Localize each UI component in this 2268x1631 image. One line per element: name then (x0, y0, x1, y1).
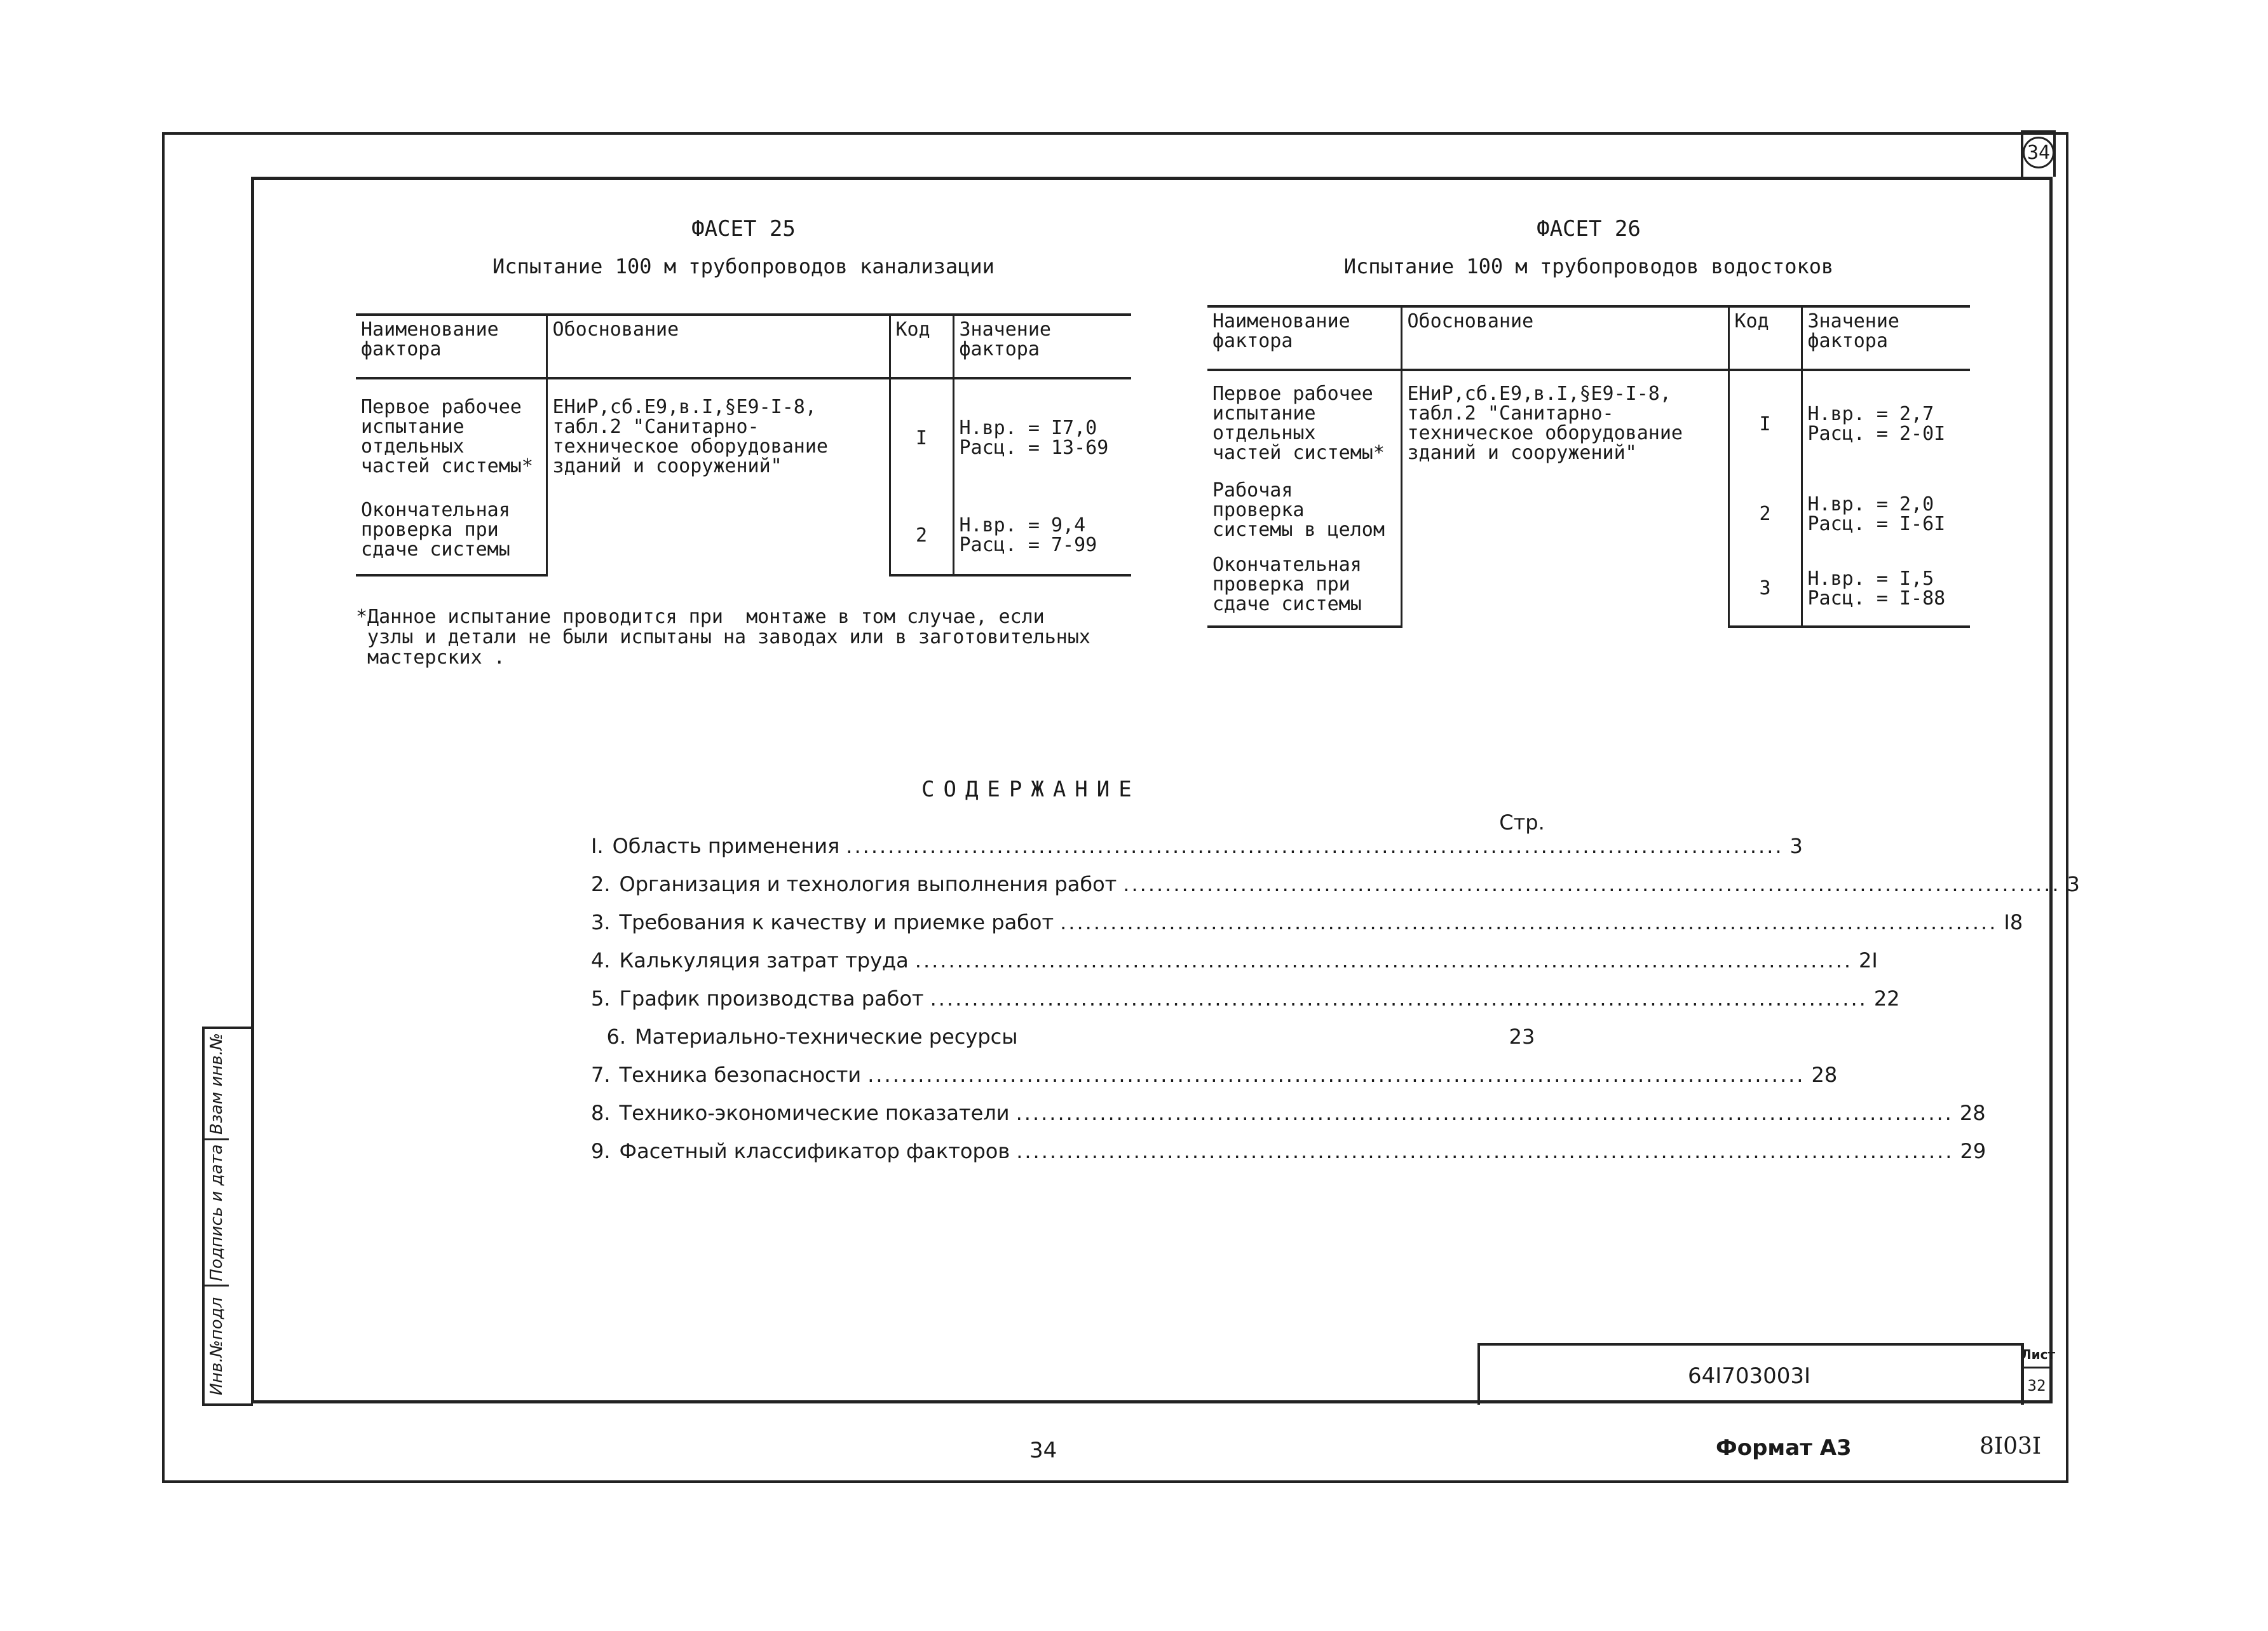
facet26-row-3-value: Н.вр. = I,5 Расц. = I-88 (1802, 551, 1970, 627)
facet25-header-justification: Обоснование (547, 315, 890, 378)
facet25-row-2-name: Окончательная проверка при сдаче системы (356, 496, 547, 575)
toc-leader-dots: ................................................................................................................ (1123, 872, 2061, 896)
toc-item-number: 7. (591, 1063, 611, 1087)
toc-item-title: График производства работ (619, 986, 924, 1011)
side-stamp-strip (202, 1027, 253, 1406)
side-cell-vzam-inv (205, 1029, 229, 1140)
facet26-header-row (1207, 306, 1970, 370)
toc-item-6 (591, 1025, 1563, 1063)
facet26-header-value: Значение фактора (1802, 306, 1970, 370)
toc-item-page: 3 (1789, 834, 1803, 858)
toc-item-number: 4. (591, 948, 611, 972)
facet26-row-1 (1207, 370, 1970, 477)
facet25-footnote: *Данное испытание проводится при монтаже в том случае, если узлы и детали не были испытаны на заводах или в заготовительных мастерских . (356, 606, 1090, 669)
toc-item-number: 8. (591, 1101, 611, 1125)
sheet-label: Лист (2021, 1343, 2053, 1368)
toc-leader-dots: ................................................................................................................ (914, 948, 1853, 972)
side-cell-inv-podl (205, 1286, 229, 1406)
facet26-title: ФАСЕТ 26 (1537, 216, 1641, 242)
toc-item-2 (591, 872, 2080, 910)
toc-leader-dots: ................................................................................................................ (867, 1063, 1805, 1087)
toc-item-number: 2. (591, 872, 611, 896)
side-label-inv-podl: Инв.№подл (207, 1297, 226, 1396)
facet25-header-value: Значение фактора (953, 315, 1131, 378)
toc-item-9 (591, 1139, 1986, 1177)
format-label: Формат А3 (1716, 1435, 1852, 1461)
toc-page-column-label: Стр. (1499, 810, 1545, 835)
facet25-header-name: Наименование фактора (356, 315, 547, 378)
toc-item-number: I. (591, 834, 604, 858)
toc-item-7 (591, 1063, 1838, 1101)
toc-item-3 (591, 910, 2023, 948)
facet25-subtitle: Испытание 100 м трубопроводов канализации (492, 254, 995, 278)
toc-item-page: 3 (2067, 872, 2080, 896)
document-code: 64I703003I (1687, 1363, 1811, 1389)
side-cell-podpis-data (205, 1140, 229, 1286)
toc-item-5 (591, 986, 1900, 1025)
toc-item-title: Фасетный классификатор факторов (619, 1139, 1010, 1163)
toc-leader-dots: ................................................................................................................ (1060, 910, 1998, 934)
facet25-row-2-value: Н.вр. = 9,4 Расц. = 7-99 (953, 496, 1131, 575)
toc-item-title: Организация и технология выполнения работ (619, 872, 1117, 896)
facet26-row-3-code: 3 (1728, 551, 1802, 627)
sheet-box (2021, 1343, 2053, 1405)
toc-item-page: 28 (1811, 1063, 1838, 1087)
footer-code: 8I03I (1979, 1433, 2042, 1459)
facet25-row-1-code: I (890, 378, 953, 496)
toc-item-4 (591, 948, 1878, 986)
toc-item-title: Техника безопасности (619, 1063, 862, 1087)
toc-item-number: 9. (591, 1139, 611, 1163)
facet25-table (356, 313, 1131, 577)
toc-item-page: 23 (1509, 1025, 1535, 1049)
facet26-row-1-name: Первое рабочее испытание отдельных частей системы* (1207, 370, 1401, 477)
side-label-podpis-data: Подпись и дата (207, 1143, 226, 1281)
side-label-vzam-inv: Взам инв.№ (207, 1033, 226, 1135)
toc-item-title: Требования к качеству и приемке работ (619, 910, 1054, 934)
facet26-row-1-value: Н.вр. = 2,7 Расц. = 2-0I (1807, 403, 1946, 445)
toc-item-page: I8 (2004, 910, 2023, 934)
facet26-justification: ЕНиР,сб.Е9,в.I,§Е9-I-8, табл.2 "Санитарно-техническое оборудование зданий и сооружений" (1401, 370, 1728, 627)
toc-leader-dots: ................................................................................................................ (1015, 1101, 1953, 1125)
facet26-row-2-name: Рабочая проверка системы в целом (1207, 477, 1401, 551)
facet25-row-1-name: Первое рабочее испытание отдельных частей системы* (356, 378, 547, 496)
toc-item-number: 5. (591, 986, 611, 1011)
toc-heading: СОДЕРЖАНИЕ (921, 777, 1141, 802)
facet25-header-code: Код (890, 315, 953, 378)
toc-item-page: 22 (1873, 986, 1900, 1011)
facet26-row-3-name: Окончательная проверка при сдаче системы (1207, 551, 1401, 627)
facet25-row-2-code: 2 (890, 496, 953, 575)
toc-leader-dots: ................................................................................................................ (846, 834, 1784, 858)
toc-item-1 (591, 834, 1803, 872)
facet26-header-code: Код (1728, 306, 1802, 370)
toc-item-title: Технико-экономические показатели (619, 1101, 1010, 1125)
facet26-header-name: Наименование фактора (1207, 306, 1401, 370)
toc-leader-dots: ................................................................................................................ (930, 986, 1868, 1011)
toc-item-title: Область применения (612, 834, 840, 858)
facet26-header-justification: Обоснование (1401, 306, 1728, 370)
toc-item-page: 2I (1859, 948, 1878, 972)
facet26-row-2-value: Н.вр. = 2,0 Расц. = I-6I (1807, 493, 1946, 535)
toc-item-number: 6. (606, 1025, 626, 1049)
toc-item-8 (591, 1101, 1986, 1139)
toc-item-title: Калькуляция затрат труда (619, 948, 909, 972)
facet25-row-1-value: Н.вр. = I7,0 Расц. = 13-69 (959, 417, 1109, 459)
corner-page-number: 34 (2023, 137, 2054, 168)
toc-item-page: 29 (1960, 1139, 1986, 1163)
toc-leader-dots: ................................................................................................................ (1016, 1139, 1954, 1163)
facet25-header-row (356, 315, 1131, 378)
toc-item-title: Материально-технические ресурсы (635, 1025, 1018, 1049)
facet26-subtitle: Испытание 100 м трубопроводов водостоков (1343, 254, 1834, 278)
toc-item-number: 3. (591, 910, 611, 934)
facet25-row-1 (356, 378, 1131, 496)
sheet-number: 32 (2027, 1377, 2046, 1395)
toc-item-page: 28 (1959, 1101, 1986, 1125)
facet26-table (1207, 305, 1970, 628)
page-number: 34 (1029, 1438, 1057, 1463)
facet26-row-1-code: I (1728, 370, 1802, 477)
facet25-justification: ЕНиР,сб.Е9,в.I,§Е9-I-8, табл.2 "Санитарно-техническое оборудование зданий и сооружений" (547, 378, 890, 575)
facet26-row-2-code: 2 (1728, 477, 1802, 551)
facet25-title: ФАСЕТ 25 (691, 216, 796, 242)
